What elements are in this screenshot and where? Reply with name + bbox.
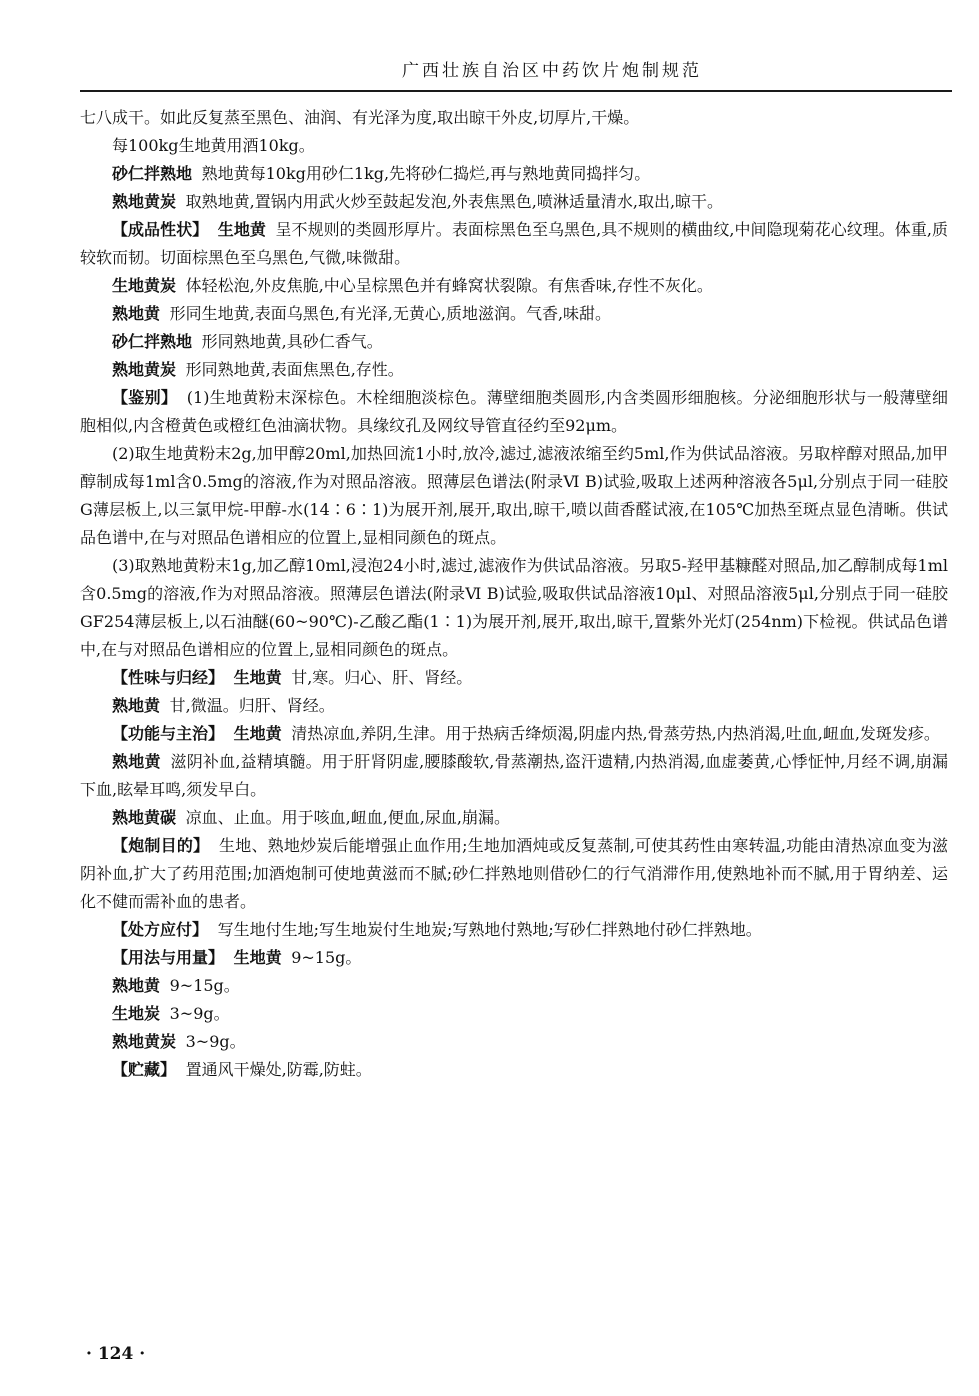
section-paragraph: 【鉴别】 (1)生地黄粉末深棕色。木栓细胞淡棕色。薄壁细胞类圆形,内含类圆形细胞核。分泌细胞形状与一般薄壁细胞相似,内含橙黄色或橙红色油滴状物。具缘纹孔及网纹导管直径约至92μm。 bbox=[80, 388, 948, 435]
paragraph: 七八成干。如此反复蒸至黑色、油润、有光泽为度,取出晾干外皮,切厚片,干燥。 bbox=[80, 108, 640, 127]
term-label: 熟地黄碳 bbox=[112, 808, 177, 827]
paragraph: 熟地黄 9~15g。 bbox=[112, 976, 240, 995]
section-paragraph: 【处方应付】 写生地付生地;写生地炭付生地炭;写熟地付熟地;写砂仁拌熟地付砂仁拌熟地。 bbox=[112, 920, 762, 939]
section-paragraph: 【用法与用量】 生地黄 9~15g。 bbox=[112, 948, 362, 967]
section-paragraph: 【成品性状】 生地黄 呈不规则的类圆形厚片。表面棕黑色至乌黑色,具不规则的横曲纹,中间隐现菊花心纹理。体重,质较软而韧。切面棕黑色至乌黑色,气微,味微甜。 bbox=[80, 220, 948, 267]
paragraph: 熟地黄炭 取熟地黄,置锅内用武火炒至鼓起发泡,外表焦黑色,喷淋适量清水,取出,晾干。 bbox=[112, 192, 724, 211]
term-label: 砂仁拌熟地 bbox=[112, 332, 193, 351]
paragraph: 熟地黄炭 3~9g。 bbox=[112, 1032, 246, 1051]
term-label: 熟地黄炭 bbox=[112, 192, 177, 211]
section-heading: 【贮藏】 bbox=[112, 1060, 177, 1079]
term-label: 熟地黄 bbox=[112, 752, 161, 771]
section-paragraph: 【性味与归经】 生地黄 甘,寒。归心、肝、肾经。 bbox=[112, 668, 473, 687]
term-label: 生地黄 bbox=[233, 724, 282, 743]
term-label: 生地黄 bbox=[233, 948, 282, 967]
paragraph: 每100kg生地黄用酒10kg。 bbox=[112, 136, 315, 155]
page-number: · 124 · bbox=[86, 1344, 146, 1364]
section-heading: 【功能与主治】 bbox=[112, 724, 225, 743]
term-label: 熟地黄 bbox=[112, 976, 161, 995]
paragraph: 熟地黄 形同生地黄,表面乌黑色,有光泽,无黄心,质地滋润。气香,味甜。 bbox=[112, 304, 612, 323]
paragraph: 生地炭 3~9g。 bbox=[112, 1004, 230, 1023]
paragraph: 熟地黄碳 凉血、止血。用于咳血,衄血,便血,尿血,崩漏。 bbox=[112, 808, 510, 827]
paragraph: 熟地黄 甘,微温。归肝、肾经。 bbox=[112, 696, 335, 715]
term-label: 熟地黄炭 bbox=[112, 360, 177, 379]
section-heading: 【炮制目的】 bbox=[112, 836, 210, 855]
section-heading: 【成品性状】 bbox=[112, 220, 209, 239]
term-label: 生地黄 bbox=[233, 668, 282, 687]
paragraph: 砂仁拌熟地 形同熟地黄,具砂仁香气。 bbox=[112, 332, 383, 351]
paragraph: (2)取生地黄粉末2g,加甲醇20ml,加热回流1小时,放冷,滤过,滤液浓缩至约5ml,作为供试品溶液。另取梓醇对照品,加甲醇制成每1ml含0.5mg的溶液,作为对照品溶液。照薄层色谱法(附录Ⅵ B)试验,吸取上述两种溶液各5μl,分别点于同一硅胶G薄层板上,以三氯甲烷-甲醇-水(14∶6∶1)为展开剂,展开,取出,晾干,喷以茴香醛试液,在105℃加热至斑点显色清晰。供试品色谱中,在与对照品色谱相应的位置上,显相同颜色的斑点。 bbox=[80, 444, 948, 547]
page-header bbox=[80, 50, 952, 92]
section-heading: 【性味与归经】 bbox=[112, 668, 225, 687]
term-label: 砂仁拌熟地 bbox=[112, 164, 193, 183]
section-heading: 【用法与用量】 bbox=[112, 948, 225, 967]
paragraph: (3)取熟地黄粉末1g,加乙醇10ml,浸泡24小时,滤过,滤液作为供试品溶液。另取5-羟甲基糠醛对照品,加乙醇制成每1ml含0.5mg的溶液,作为对照品溶液。照薄层色谱法(附录Ⅵ B)试验,吸取供试品溶液10μl、对照品溶液5μl,分别点于同一硅胶GF254薄层板上,以石油醚(60~90℃)-乙酸乙酯(1∶1)为展开剂,展开,取出,晾干,置紫外光灯(254nm)下检视。供试品色谱中,在与对照品色谱相应的位置上,显相同颜色的斑点。 bbox=[80, 556, 948, 659]
section-heading: 【处方应付】 bbox=[112, 920, 209, 939]
body-text bbox=[80, 104, 948, 1084]
paragraph: 生地黄炭 体轻松泡,外皮焦脆,中心呈棕黑色并有蜂窝状裂隙。有焦香味,存性不灰化。 bbox=[112, 276, 713, 295]
section-heading: 【鉴别】 bbox=[112, 388, 178, 407]
paragraph: 熟地黄炭 形同熟地黄,表面焦黑色,存性。 bbox=[112, 360, 404, 379]
paragraph: 熟地黄 滋阴补血,益精填髓。用于肝肾阴虚,腰膝酸软,骨蒸潮热,盗汗遗精,内热消渴,血虚萎黄,心悸怔忡,月经不调,崩漏下血,眩晕耳鸣,须发早白。 bbox=[80, 752, 948, 799]
section-paragraph: 【炮制目的】 生地、熟地炒炭后能增强止血作用;生地加酒炖或反复蒸制,可使其药性由寒转温,功能由清热凉血变为滋阴补血,扩大了药用范围;加酒炮制可使地黄滋而不腻;砂仁拌熟地则借砂仁的行气消滞作用,使熟地补而不腻,用于胃纳差、运化不健而需补血的患者。 bbox=[80, 836, 948, 911]
paragraph: 砂仁拌熟地 熟地黄每10kg用砂仁1kg,先将砂仁捣烂,再与熟地黄同捣拌匀。 bbox=[112, 164, 651, 183]
term-label: 生地黄炭 bbox=[112, 276, 177, 295]
term-label: 生地炭 bbox=[112, 1004, 161, 1023]
section-paragraph: 【功能与主治】 生地黄 清热凉血,养阴,生津。用于热病舌绛烦渴,阴虚内热,骨蒸劳热,内热消渴,吐血,衄血,发斑发疹。 bbox=[112, 724, 940, 743]
term-label: 熟地黄 bbox=[112, 696, 161, 715]
section-paragraph: 【贮藏】 置通风干燥处,防霉,防蛀。 bbox=[112, 1060, 372, 1079]
term-label: 生地黄 bbox=[217, 220, 266, 239]
running-title: 广西壮族自治区中药饮片炮制规范 bbox=[402, 61, 702, 81]
term-label: 熟地黄 bbox=[112, 304, 161, 323]
term-label: 熟地黄炭 bbox=[112, 1032, 177, 1051]
